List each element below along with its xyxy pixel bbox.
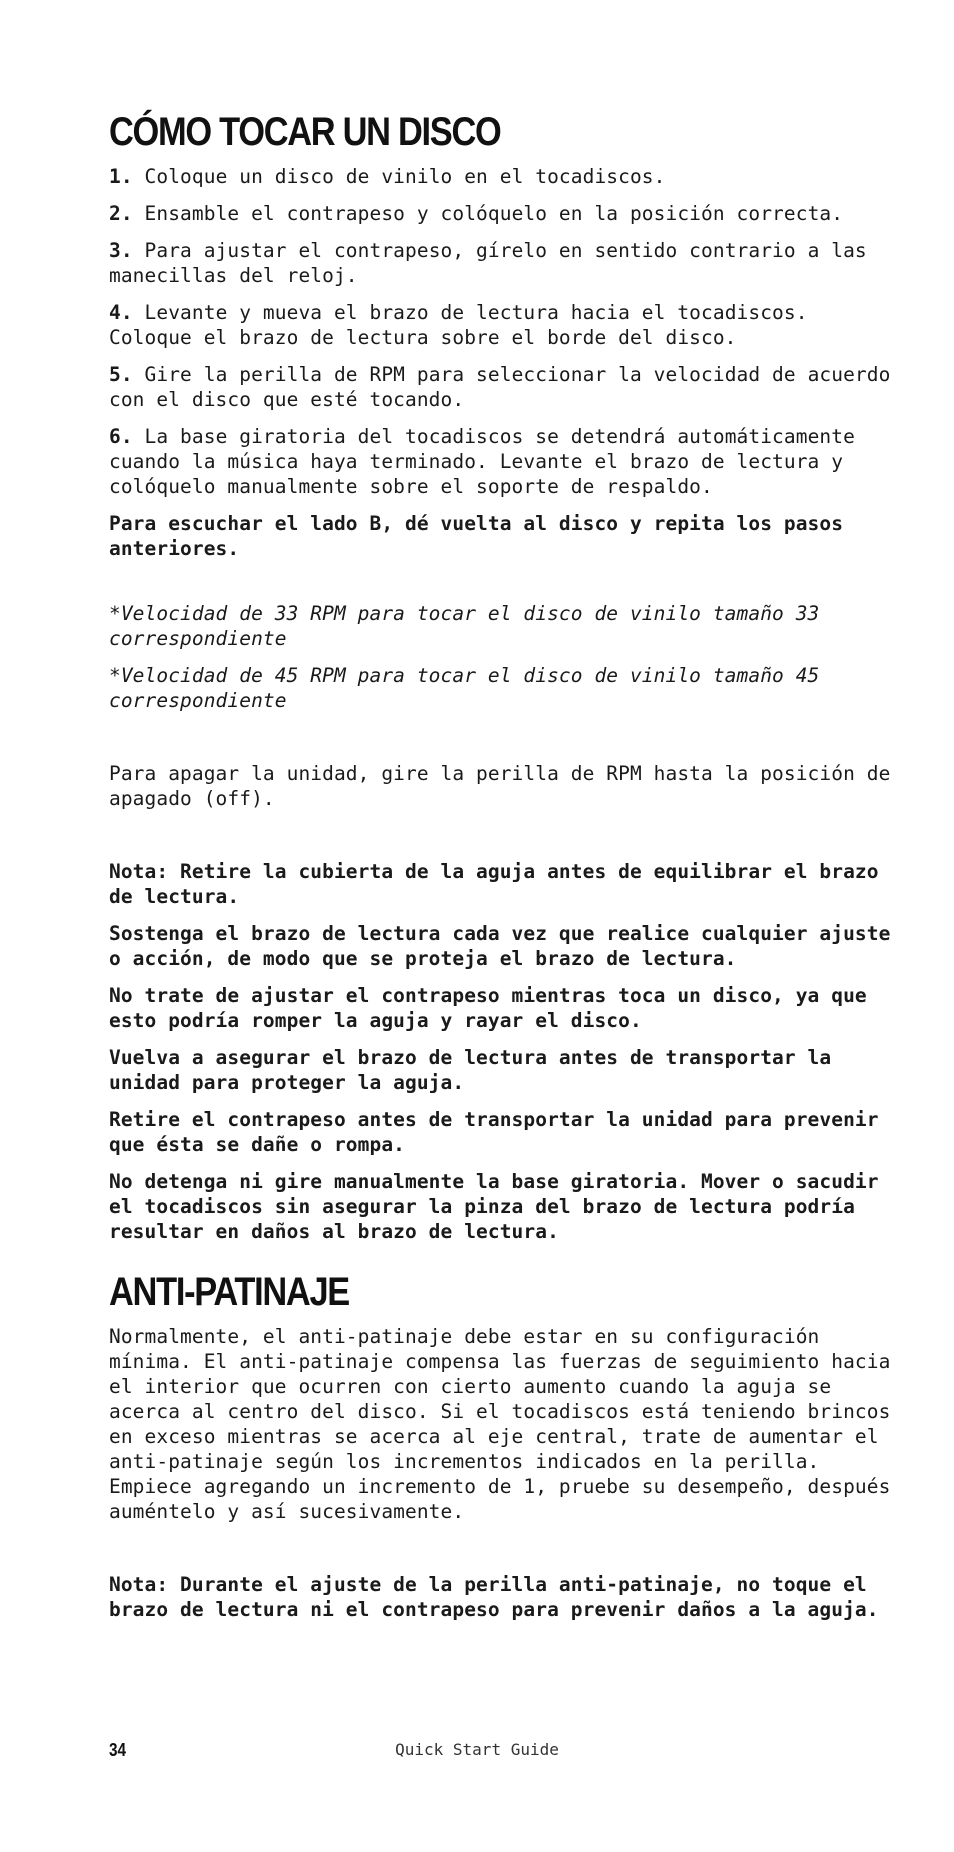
page-content — [109, 108, 899, 1634]
note-remove-counterweight: Retire el contrapeso antes de transportar la unidad para prevenir que ésta se dañe o rompa. — [109, 1108, 879, 1156]
note-do-not-stop-platter: No detenga ni gire manualmente la base giratoria. Mover o sacudir el tocadiscos sin asegurar la pinza del brazo de lectura podría resultar en daños al brazo de lectura. — [109, 1170, 879, 1243]
page-number: 34 — [109, 1740, 127, 1760]
speed-45-note: *Velocidad de 45 RPM para tocar el disco de vinilo tamaño 45 correspondiente — [109, 664, 820, 712]
step-1 — [109, 164, 899, 189]
step-3 — [109, 238, 899, 288]
step-5 — [109, 362, 899, 412]
step-number: 5. — [109, 363, 133, 386]
step-text: Gire la perilla de RPM para seleccionar la velocidad de acuerdo con el disco que esté tocando. — [109, 363, 891, 411]
anti-skate-body: Normalmente, el anti-patinaje debe estar en su configuración mínima. El anti-patinaje compensa las fuerzas de seguimiento hacia el interior que ocurren con cierto aumento cuando la aguja se acerca al centro del disco. Si el tocadiscos está teniendo brincos en exceso mientras se acerca al eje central, trate de aumentar el anti-patinaje según los incrementos indicados en la perilla. Empiece agregando un incremento de 1, pruebe su desempeño, después auméntelo y así sucesivamente. — [109, 1325, 891, 1523]
section-title-anti-skate: ANTI-PATINAJE — [109, 1270, 349, 1314]
speed-33-note: *Velocidad de 33 RPM para tocar el disco de vinilo tamaño 33 correspondiente — [109, 602, 820, 650]
step-number: 2. — [109, 202, 133, 225]
section-title-how-to-play: CÓMO TOCAR UN DISCO — [109, 110, 501, 154]
step-text: Para ajustar el contrapeso, gírelo en sentido contrario a las manecillas del reloj. — [109, 239, 867, 287]
page-footer — [0, 1738, 954, 1766]
step-2 — [109, 201, 899, 226]
note-hold-tonearm: Sostenga el brazo de lectura cada vez que realice cualquier ajuste o acción, de modo que se proteja el brazo de lectura. — [109, 922, 891, 970]
step-number: 4. — [109, 301, 133, 324]
anti-skate-note: Nota: Durante el ajuste de la perilla anti-patinaje, no toque el brazo de lectura ni el contrapeso para prevenir daños a la aguja. — [109, 1573, 879, 1621]
note-secure-tonearm: Vuelva a asegurar el brazo de lectura antes de transportar la unidad para proteger la aguja. — [109, 1046, 832, 1094]
step-4 — [109, 300, 899, 350]
step-text: Ensamble el contrapeso y colóquelo en la posición correcta. — [144, 202, 844, 225]
step-text: Levante y mueva el brazo de lectura hacia el tocadiscos. Coloque el brazo de lectura sobre el borde del disco. — [109, 301, 808, 349]
step-number: 1. — [109, 165, 133, 188]
footer-title: Quick Start Guide — [395, 1740, 559, 1759]
step-number: 3. — [109, 239, 133, 262]
note-no-adjust-counterweight: No trate de ajustar el contrapeso mientras toca un disco, ya que esto podría romper la aguja y rayar el disco. — [109, 984, 867, 1032]
step-text: Coloque un disco de vinilo en el tocadiscos. — [144, 165, 666, 188]
step-number: 6. — [109, 425, 133, 448]
note-stylus-cover: Nota: Retire la cubierta de la aguja antes de equilibrar el brazo de lectura. — [109, 860, 879, 908]
step-6 — [109, 424, 899, 499]
power-off-instruction: Para apagar la unidad, gire la perilla de RPM hasta la posición de apagado (off). — [109, 762, 891, 810]
side-b-instruction: Para escuchar el lado B, dé vuelta al disco y repita los pasos anteriores. — [109, 512, 844, 560]
step-text: La base giratoria del tocadiscos se detendrá automáticamente cuando la música haya terminado. Levante el brazo de lectura y colóquelo manualmente sobre el soporte de respaldo. — [109, 425, 855, 498]
